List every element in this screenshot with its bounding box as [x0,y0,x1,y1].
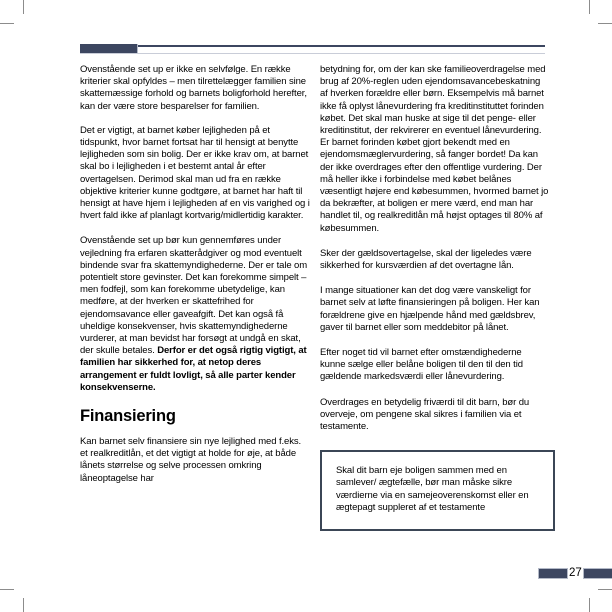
header-underline [80,53,545,54]
header-rule-line [80,45,545,47]
footer-accent-bar-left [538,568,568,579]
page-number: 27 [569,567,582,579]
paragraph: Efter noget tid vil barnet efter omstændighederne kunne sælge eller belåne boligen til den til den tid gældende markedsværdi eller lånevurdering. [320,347,523,383]
crop-mark-bottom-right-horizontal [598,589,612,590]
crop-mark-top-left-vertical [23,0,24,14]
section-heading-finansiering: Finansiering [80,407,176,426]
paragraph [80,235,311,394]
footer-accent-bar-right [583,568,612,579]
paragraph: Det er vigtigt, at barnet køber lejligheden på et tidspunkt, hvor barnet fortsat har til hensigt at benytte lejligheden som sin bolig. Der er ikke krav om, at barnet skal bo i lejligheden i et bestemt antal år efter overtagelsen. Derimod skal man ud fra en række objektive kriterier kunne godtgøre, at barnet har haft til hensigt at have hjem i lejligheden af en vis varighed og i hvert fald ikke af planlagt kortvarig/midlertidig karakter. [80,124,310,222]
crop-mark-bottom-right-vertical [589,598,590,612]
crop-mark-top-right-horizontal [598,23,612,24]
paragraph: I mange situationer kan det dog være vanskeligt for barnet selv at løfte finansieringen på boligen. Her kan forældrene give en hjælpende hånd med gældsbrev, gaver til barnet eller som meddebitor på lånet. [320,285,540,333]
page-footer [538,567,612,579]
paragraph: Sker der gældsovertagelse, skal der ligeledes være sikkerhed for kursværdien af det overtagne lån. [320,247,532,272]
crop-mark-top-right-vertical [589,0,590,14]
left-column [80,64,311,498]
callout-box: Skal dit barn eje boligen sammen med en samlever/ ægtefælle, bør man måske sikre værdierne via en samejeoverenskomst eller en ægtepagt suppleret af et testamente [320,450,555,531]
paragraph-bold-text: Derfor er det også rigtig vigtigt, at familien har sikkerhed for, at netop deres arrangement er fuldt lovligt, så alle parter kender konsekvenserne. [80,345,307,393]
right-column [320,64,549,531]
paragraph-text: Ovenstående set up bør kun gennemføres under vejledning fra erfaren skatterådgiver og mod eventuelt bindende svar fra skattemyndighederne. Der er tale om potentielt store gevinster. Det kan forekomme simpelt – men fodfejl, som kan forekomme ubetydelige, kan medføre, at der hverken er skattefrihed for ejendomsavance eller gaveafgift. Det kan også få uheldige konsekvenser, hvis skattemyndighederne vurderer, at man bevidst har forsøgt at undgå en skat, der skulle betales. [80,235,308,357]
paragraph: Kan barnet selv finansiere sin nye lejlighed med f.eks. et realkreditlån, et det vigtigt at holde for øje, at både lånets størrelse og selve processen omkring låneoptagelse har [80,436,302,484]
paragraph: betydning for, om der kan ske familieoverdragelse med brug af 20%-reglen uden ejendomsavancebeskatning af hverken forældre eller børn. Eksempelvis må barnet ikke få oplyst lånevurdering fra kreditinstituttet forinden købet. Det skal man huske at sige til det penge- eller kreditinstitut, der rekvirerer en eventuel lånevurdering. Er barnet forinden købet gjort bekendt med en ejendomsmæglervurdering, så fanger bordet! Da kan der ikke overdrages efter den offentlige vurdering. Der må heller ikke i forbindelse med købet belånes væsentligt højere end købesummen, hvormed barnet jo da bekræfter, at boligen er mere værd, end man har handlet til, og realkreditlån må højst optages til 80% af købesummen. [320,64,549,234]
paragraph: Ovenstående set up er ikke en selvfølge. En række kriterier skal opfyldes – men tilrettelægger familien sine skattemæssige forhold og barnets boligforhold herefter, kan der være store besparelser for familien. [80,64,307,112]
crop-mark-bottom-left-vertical [23,598,24,612]
crop-mark-top-left-horizontal [0,23,14,24]
crop-mark-bottom-left-horizontal [0,589,14,590]
paragraph: Overdrages en betydelig friværdi til dit barn, bør du overveje, om pengene skal sikres i familien via et testamente. [320,396,530,433]
